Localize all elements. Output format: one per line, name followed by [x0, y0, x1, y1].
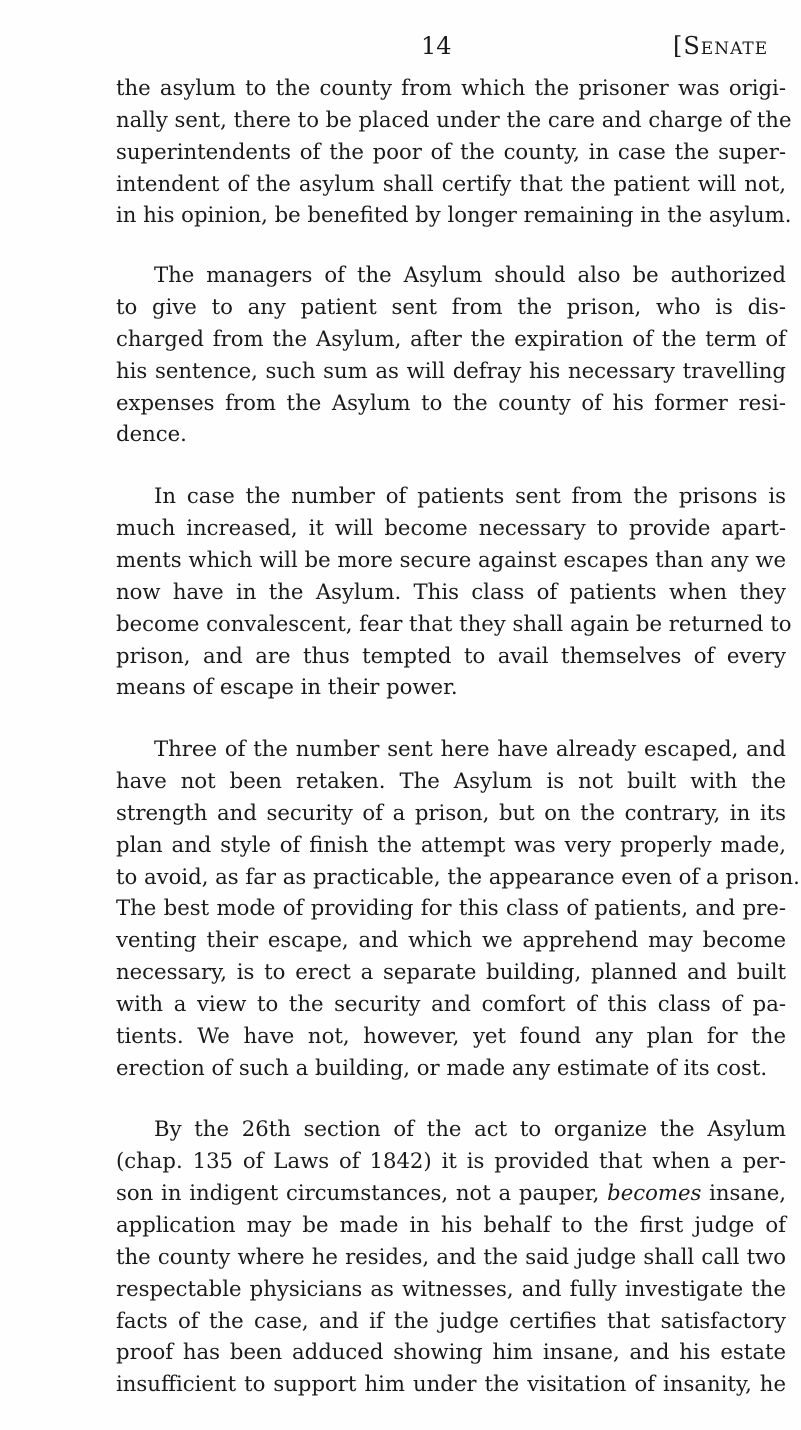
- text-line: erection of such a building, or made any estimate of its cost.: [116, 1054, 768, 1080]
- text-line: application may be made in his behalf to the first judge of: [116, 1212, 786, 1237]
- text-line: By the 26th section of the act to organize the Asylum: [154, 1116, 786, 1142]
- text-line: intendent of the asylum shall certify that the patient will not,: [116, 170, 786, 196]
- text-segment: son in indigent circumstances, not a pauper,: [116, 1180, 608, 1206]
- text-line: tients. We have not, however, yet found any plan for the: [116, 1022, 786, 1048]
- text-line: respectable physicians as witnesses, and fully investigate the: [116, 1275, 786, 1301]
- paragraph-3: [116, 480, 792, 703]
- text-line: In case the number of patients sent from the prisons is: [154, 483, 786, 509]
- text-line: The managers of the Asylum should also be authorized: [154, 262, 786, 288]
- text-line: strength and security of a prison, but on the contrary, in its: [116, 799, 786, 825]
- text-line: to give to any patient sent from the prison, who is dis-: [116, 294, 786, 320]
- paragraph-5: [116, 1113, 786, 1400]
- text-line: facts of the case, and if the judge certifies that satisfactory: [116, 1307, 786, 1333]
- paragraph-1: [116, 72, 792, 231]
- page-header: [0, 28, 801, 64]
- text-line: the asylum to the county from which the prisoner was origi-: [116, 75, 786, 100]
- text-line: plan and style of finish the attempt was very properly made,: [116, 831, 786, 857]
- text-line: superintendents of the poor of the county, in case the super-: [116, 138, 786, 164]
- text-line: proof has been adduced showing him insane, and his estate: [116, 1339, 786, 1365]
- text-line: become convalescent, fear that they shall again be returned to: [116, 610, 792, 636]
- text-line: Three of the number sent here have already escaped, and: [154, 736, 786, 762]
- page-number: 14: [421, 32, 452, 60]
- text-line: to avoid, as far as practicable, the appearance even of a prison.: [116, 863, 800, 889]
- text-line: charged from the Asylum, after the expiration of the term of: [116, 325, 786, 351]
- text-segment: insane,: [701, 1180, 786, 1206]
- text-line: ments which will be more secure against escapes than any we: [116, 546, 786, 572]
- text-line: dence.: [116, 421, 187, 447]
- text-line: now have in the Asylum. This class of patients when they: [116, 578, 786, 604]
- text-line: prison, and are thus tempted to avail themselves of every: [116, 642, 786, 668]
- text-line: much increased, it will become necessary to provide apart-: [116, 515, 786, 541]
- text-line: his sentence, such sum as will defray his necessary travelling: [116, 357, 786, 383]
- text-line: necessary, is to erect a separate building, planned and built: [116, 959, 786, 985]
- paragraph-4: [116, 733, 800, 1083]
- text-line: means of escape in their power.: [116, 674, 458, 700]
- text-line: have not been retaken. The Asylum is not built with the: [116, 768, 786, 794]
- text-line: in his opinion, be benefited by longer remaining in the asylum.: [116, 202, 792, 228]
- paragraph-2: [116, 259, 786, 450]
- text-line-with-emphasis: [116, 1177, 786, 1209]
- text-line: the county where he resides, and the said judge shall call two: [116, 1243, 786, 1269]
- text-line: insufficient to support him under the visitation of insanity, he: [116, 1371, 786, 1397]
- text-line: expenses from the Asylum to the county of his former resi-: [116, 389, 786, 415]
- text-line: The best mode of providing for this class of patients, and pre-: [116, 895, 786, 921]
- emphasized-word: becomes: [607, 1180, 702, 1206]
- text-line: venting their escape, and which we apprehend may become: [116, 927, 786, 953]
- text-line: (chap. 135 of Laws of 1842) it is provided that when a per-: [116, 1148, 786, 1174]
- body-text: [116, 72, 800, 1430]
- text-line: with a view to the security and comfort of this class of pa-: [116, 990, 786, 1016]
- running-head: [Senate: [673, 32, 769, 60]
- text-line: nally sent, there to be placed under the care and charge of the: [116, 106, 792, 132]
